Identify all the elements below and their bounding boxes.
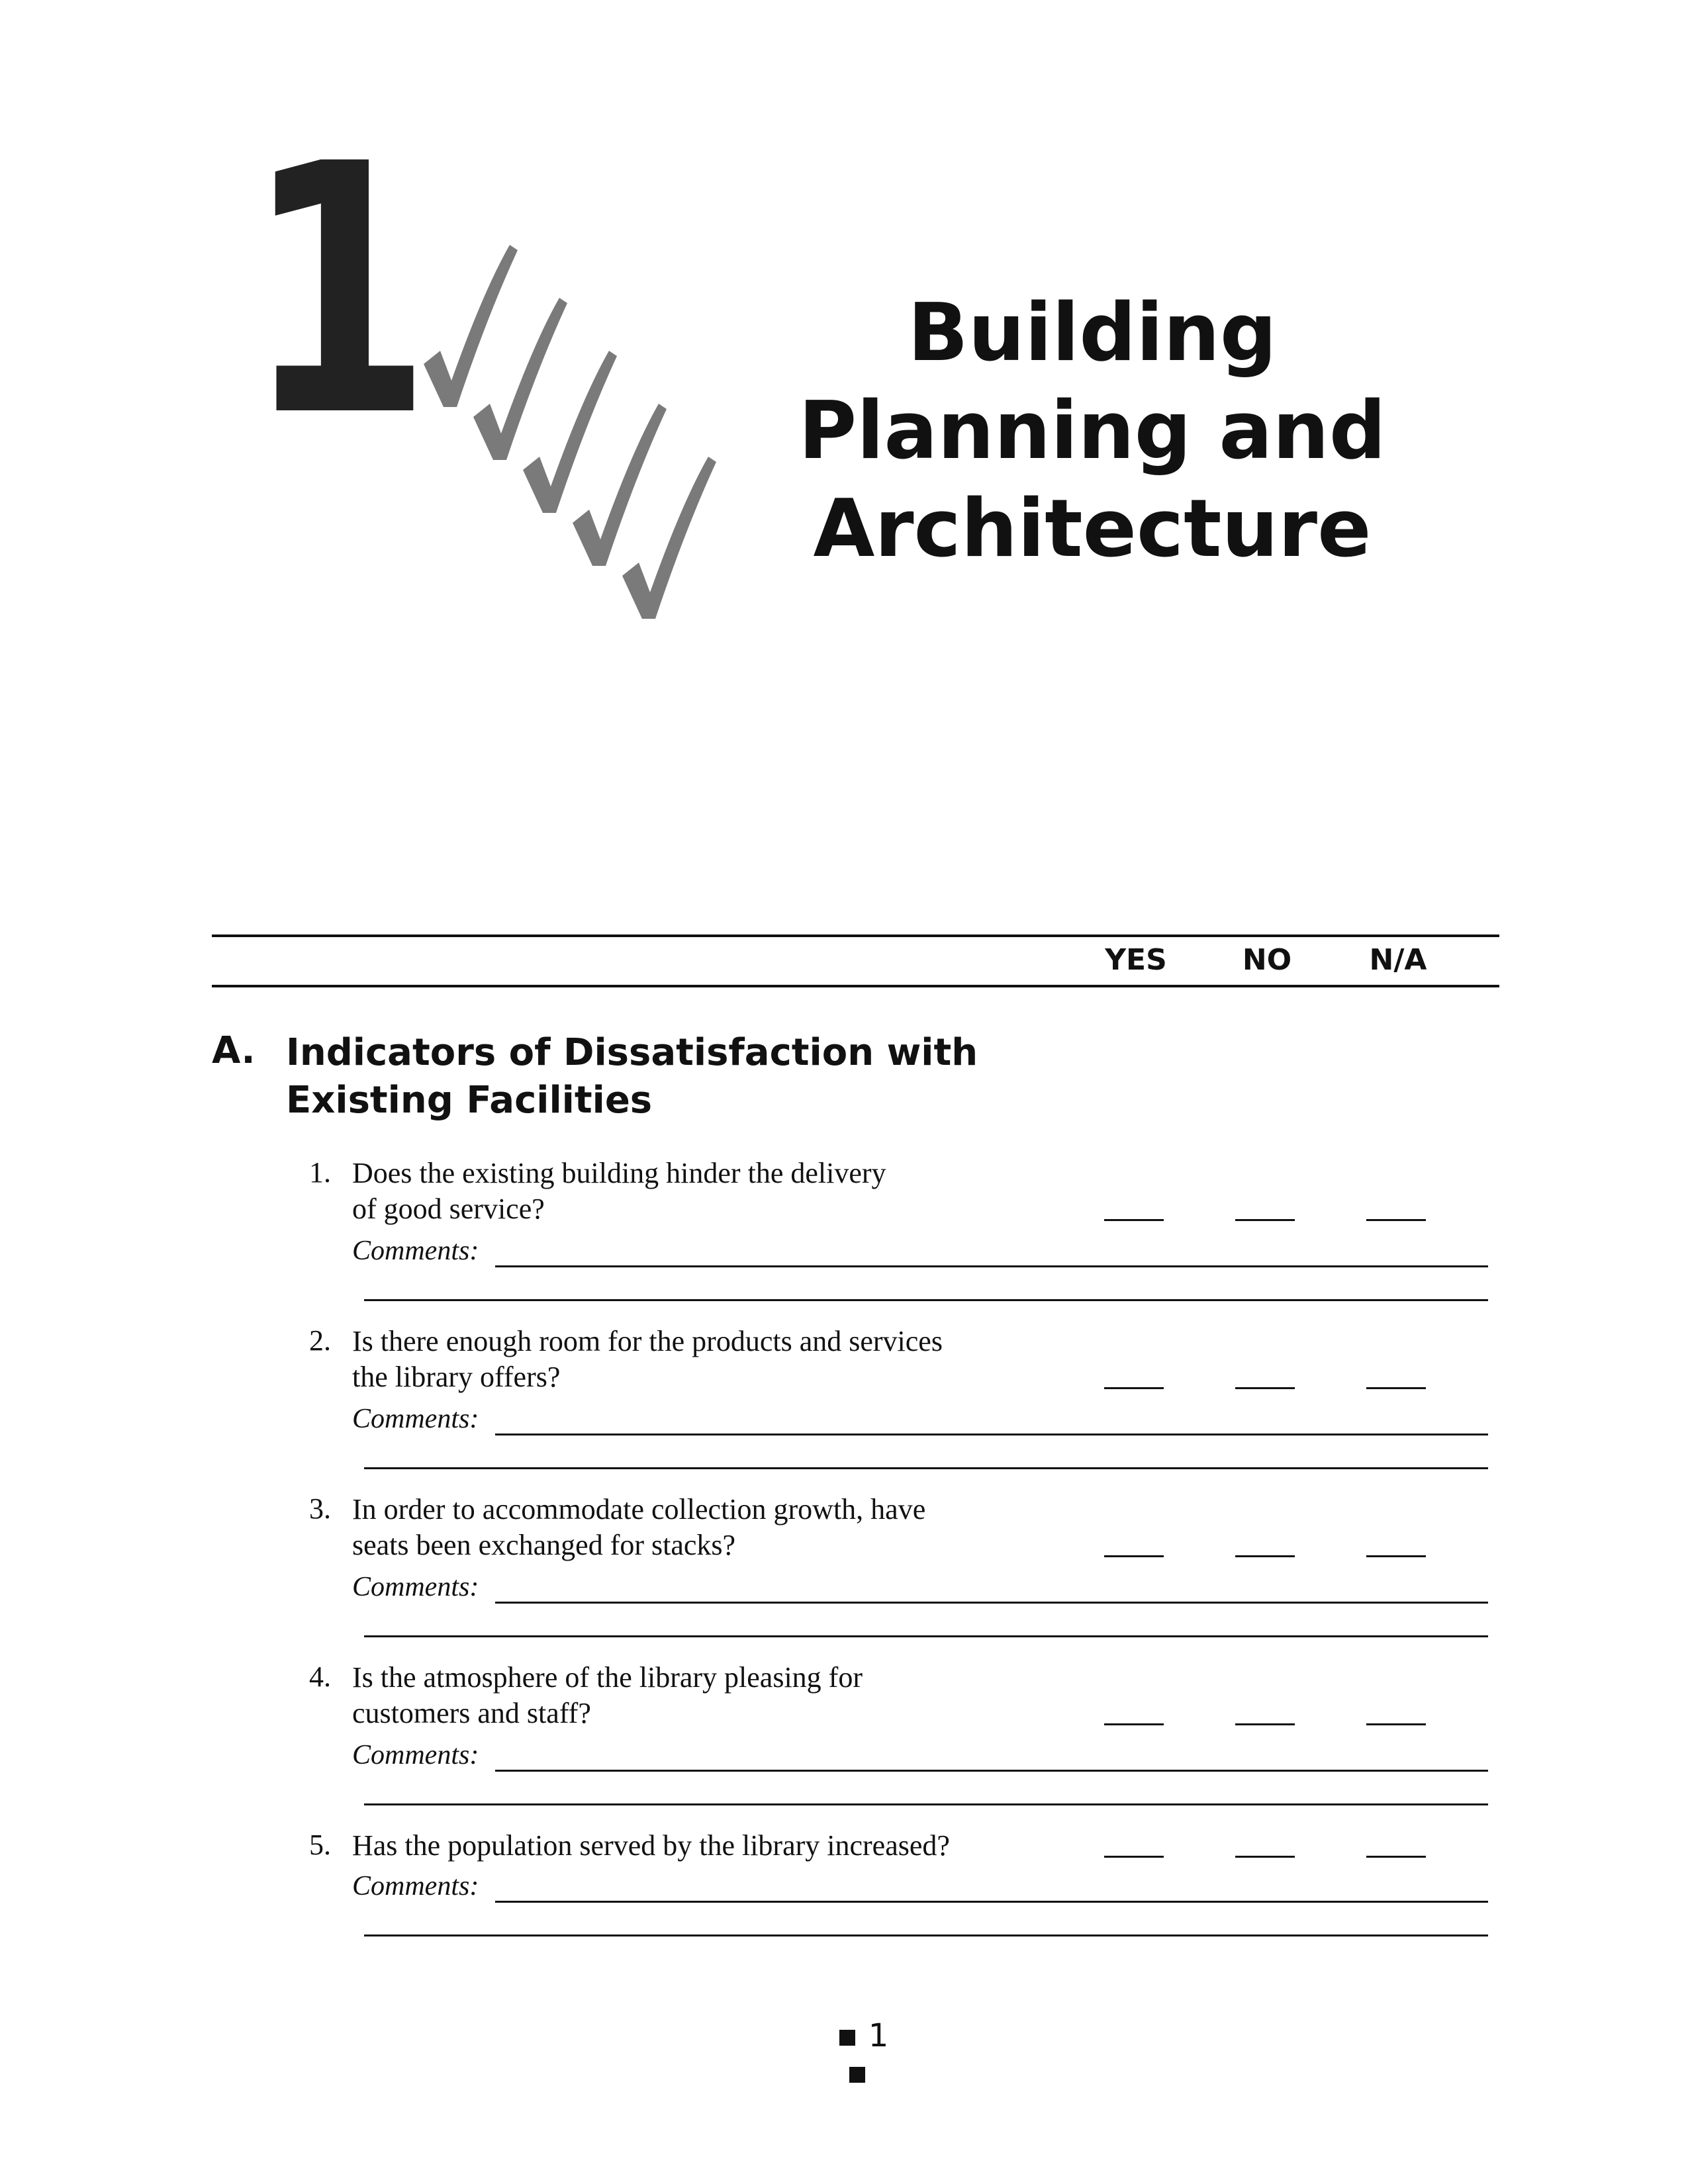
question-number: 5. [309,1829,331,1861]
page-number: 1 [868,2017,889,2054]
square-bullet-icon [839,2030,855,2046]
comment-line[interactable] [364,1299,1488,1301]
answer-yes-blank[interactable] [1104,1219,1164,1221]
comments-label: Comments: [352,1871,479,1901]
chapter-title-line: Architecture [813,483,1372,575]
answer-no-blank[interactable] [1235,1219,1295,1221]
question-line: Does the existing building hinder the delivery [352,1157,886,1189]
comment-line[interactable] [364,1803,1488,1805]
answer-no-blank[interactable] [1235,1555,1295,1557]
column-header-na: N/A [1369,943,1427,977]
section-title-line: Indicators of Dissatisfaction with [286,1031,978,1074]
comment-line[interactable] [495,1770,1488,1772]
answer-yes-blank[interactable] [1104,1387,1164,1389]
question-line: seats been exchanged for stacks? [352,1529,736,1561]
answer-no-blank[interactable] [1235,1387,1295,1389]
question-line: Is there enough room for the products and services [352,1325,943,1357]
question-line: of good service? [352,1193,545,1225]
chapter-title-line: Building [908,287,1277,379]
comment-line[interactable] [364,1467,1488,1469]
question-text [352,1324,1080,1395]
question-line: Is the atmosphere of the library pleasing for [352,1661,863,1694]
section-title [286,1029,1014,1124]
table-header-rule [212,985,1499,987]
comments-label: Comments: [352,1740,479,1770]
answer-no-blank[interactable] [1235,1723,1295,1725]
comment-line[interactable] [495,1265,1488,1267]
question-text [352,1660,1080,1731]
square-bullet-icon [849,2067,865,2083]
comments-label: Comments: [352,1236,479,1266]
question-line: Has the population served by the library increased? [352,1829,950,1862]
answer-no-blank[interactable] [1235,1856,1295,1858]
checkmarks-decoration [410,238,755,635]
table-top-rule [212,934,1499,937]
question-text [352,1156,1080,1227]
answer-na-blank[interactable] [1366,1555,1426,1557]
comment-line[interactable] [495,1602,1488,1604]
check-icon [523,351,617,513]
question-text [352,1828,1080,1864]
answer-na-blank[interactable] [1366,1387,1426,1389]
chapter-title-line: Planning and [798,385,1386,477]
question-text [352,1492,1080,1563]
answer-na-blank[interactable] [1366,1856,1426,1858]
section-letter: A. [212,1029,256,1072]
column-header-yes: YES [1105,943,1167,977]
answer-na-blank[interactable] [1366,1723,1426,1725]
question-number: 3. [309,1492,331,1525]
question-number: 4. [309,1661,331,1693]
answer-na-blank[interactable] [1366,1219,1426,1221]
question-line: the library offers? [352,1361,561,1393]
question-line: In order to accommodate collection growth, have [352,1493,926,1525]
answer-yes-blank[interactable] [1104,1856,1164,1858]
check-icon [622,457,716,619]
chapter-number: 1 [245,91,432,492]
chapter-title [794,285,1390,578]
check-icon [424,245,518,407]
page-footer [811,2017,904,2091]
question-number: 1. [309,1156,331,1189]
check-icon [573,404,667,566]
column-header-no: NO [1242,943,1292,977]
answer-yes-blank[interactable] [1104,1723,1164,1725]
comments-label: Comments: [352,1404,479,1434]
comment-line[interactable] [495,1433,1488,1435]
comment-line[interactable] [364,1635,1488,1637]
question-number: 2. [309,1324,331,1357]
question-line: customers and staff? [352,1697,591,1729]
answer-yes-blank[interactable] [1104,1555,1164,1557]
comment-line[interactable] [364,1934,1488,1936]
comments-label: Comments: [352,1572,479,1602]
comment-line[interactable] [495,1901,1488,1903]
check-icon [473,298,567,460]
section-title-line: Existing Facilities [286,1079,653,1122]
